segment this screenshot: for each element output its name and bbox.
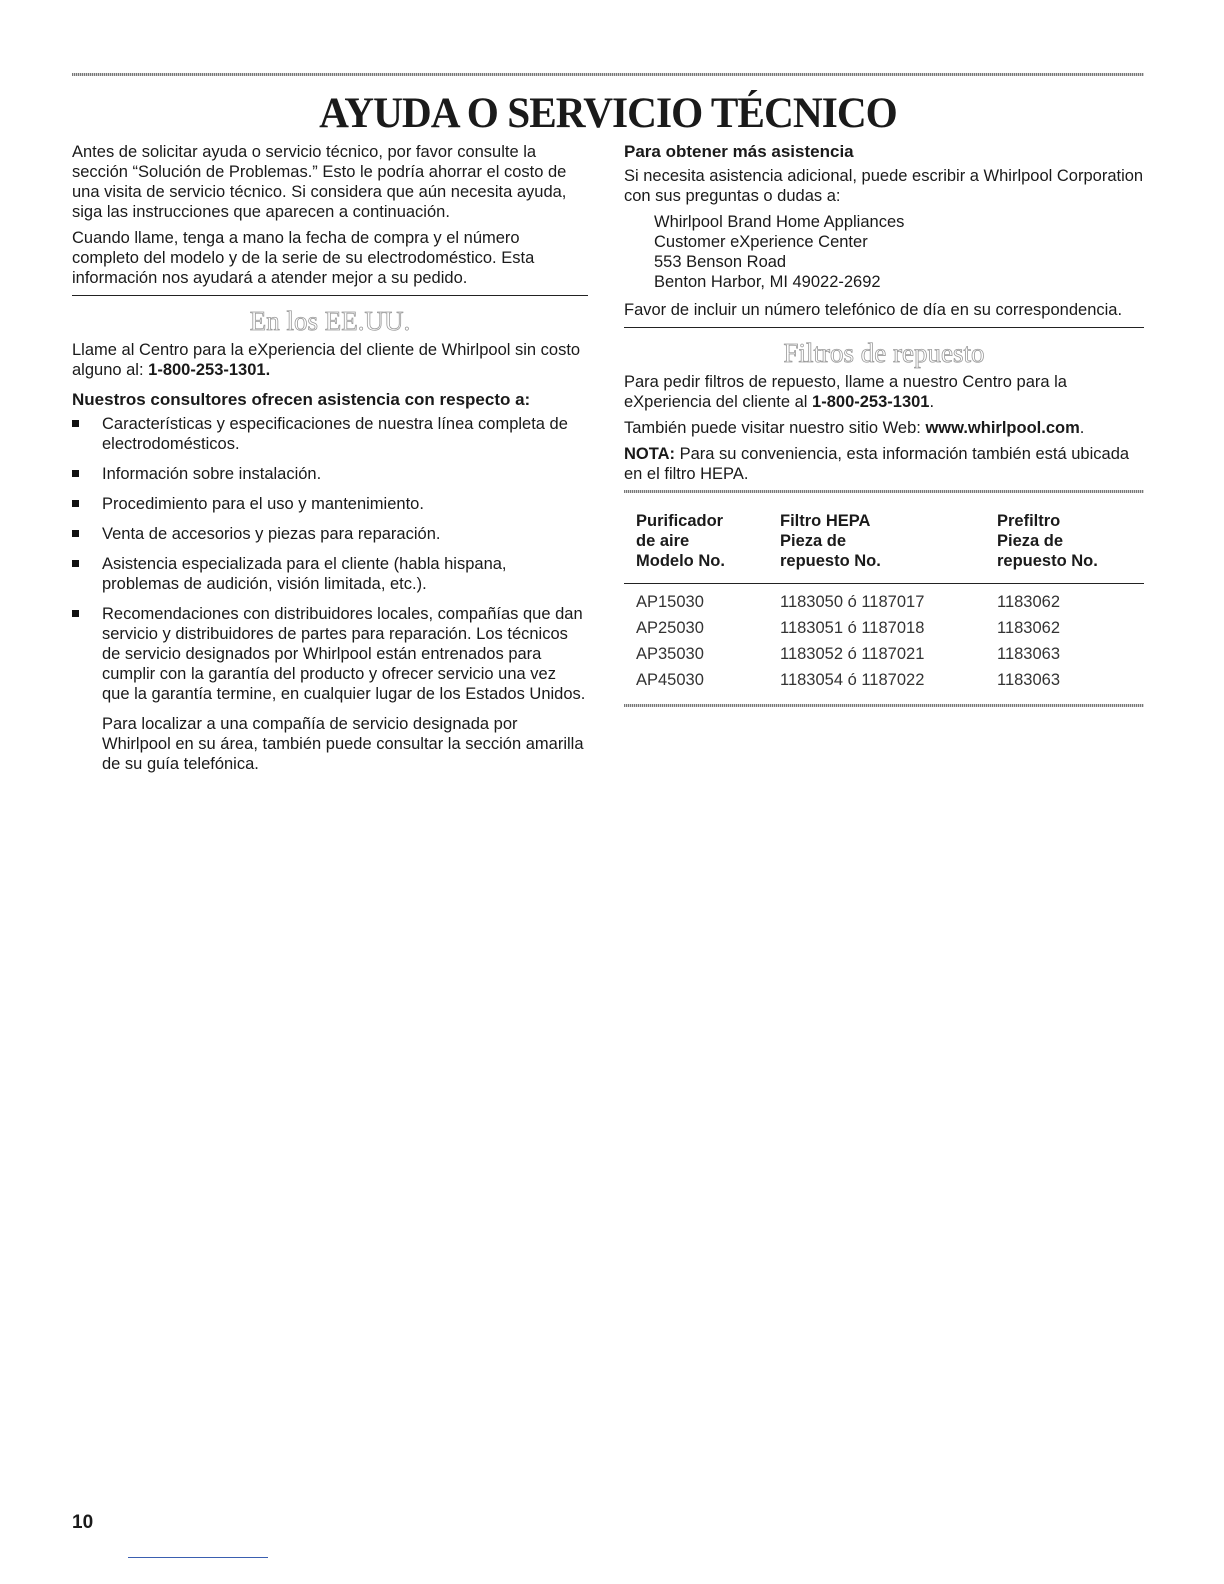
page-title: AYUDA O SERVICIO TÉCNICO: [319, 90, 897, 137]
locate-service-text: Para localizar a una compañía de servicio designada por Whirlpool en su área, también puede consultar la sección amarilla de su guía telefónica.: [102, 715, 584, 773]
list-item: [72, 554, 588, 594]
list-item-text: Procedimiento para el uso y mantenimiento.: [102, 495, 424, 513]
web-text: [624, 418, 1144, 438]
table-header-row: [624, 501, 1144, 584]
list-item-text: Recomendaciones con distribuidores locales, compañías que dan servicio y distribuidores de partes para reparación. Los técnicos de servicio designados por Whirlpool están entrenados para cumplir con la garantía del producto y ofrecer servicio una vez que la garantía termine, en cualquier lugar de los Estados Unidos.: [102, 605, 586, 703]
header-line: Modelo No.: [636, 552, 725, 570]
web-text-body: También puede visitar nuestro sitio Web:: [624, 419, 921, 437]
manual-page: [72, 60, 1144, 1560]
intro-paragraph: Antes de solicitar ayuda o servicio técnico, por favor consulte la sección “Solución de Problemas.” Esto le podría ahorrar el costo de una visita de servicio técnico. Si considera que aún necesita ayuda, siga las instrucciones que aparecen a continuación.: [72, 143, 567, 221]
list-item-text: Información sobre instalación.: [102, 465, 322, 483]
cell-hepa: 1183051 ó 1187018: [780, 619, 925, 637]
note-body: Para su conveniencia, esta información también está ubicada en el filtro HEPA.: [624, 445, 1130, 483]
list-item-text: Características y especificaciones de nuestra línea completa de electrodomésticos.: [102, 415, 568, 453]
assistance-list: [72, 414, 588, 704]
order-text-body: Para pedir filtros de repuesto, llame a nuestro Centro para la eXperiencia del cliente al: [624, 373, 1067, 411]
list-item: [72, 494, 588, 514]
assistance-text: Si necesita asistencia adicional, puede escribir a Whirlpool Corporation con sus preguntas o dudas a:: [624, 167, 1144, 205]
address-line: Benton Harbor, MI 49022-2692: [654, 273, 881, 291]
assistance-heading: Para obtener más asistencia: [624, 142, 854, 161]
footer-line: [128, 1557, 268, 1558]
header-line: Prefiltro: [997, 512, 1061, 530]
intro-paragraph: Cuando llame, tenga a mano la fecha de compra y el número completo del modelo y de la serie de su electrodoméstico. Esta información nos ayudará a atender mejor a su pedido.: [72, 229, 535, 287]
square-bullet-icon: [72, 610, 79, 617]
us-call-text: [72, 340, 588, 380]
square-bullet-icon: [72, 530, 79, 537]
header-line: Purificador: [636, 512, 724, 530]
cell-hepa: 1183050 ó 1187017: [780, 593, 925, 611]
square-bullet-icon: [72, 500, 79, 507]
call-text: Llame al Centro para la eXperiencia del cliente de Whirlpool sin costo alguno al:: [72, 341, 581, 379]
right-column: [624, 142, 1144, 707]
phone-number: 1-800-253-1301.: [148, 361, 271, 379]
list-item: [72, 464, 588, 484]
header-line: Pieza de: [780, 532, 847, 550]
table-top-rule: [624, 490, 1144, 493]
filters-heading: Filtros de repuesto: [783, 338, 985, 368]
cell-hepa: 1183052 ó 1187021: [780, 645, 925, 663]
table-row: [624, 584, 1144, 616]
address-line: Whirlpool Brand Home Appliances: [654, 213, 905, 231]
header-line: repuesto No.: [997, 552, 1098, 570]
cell-model: AP45030: [636, 671, 704, 689]
address-line: 553 Benson Road: [654, 253, 787, 271]
website-link[interactable]: www.whirlpool.com: [925, 419, 1080, 437]
header-line: de aire: [636, 532, 690, 550]
replacement-parts-table: [624, 501, 1144, 704]
cell-prefilter: 1183063: [997, 645, 1061, 663]
cell-model: AP15030: [636, 593, 704, 611]
us-section-heading: En los EE.UU.: [249, 306, 411, 336]
top-dotted-rule: [72, 73, 1144, 76]
note-label: NOTA:: [624, 445, 676, 463]
order-text-end: .: [929, 393, 935, 411]
column-header-hepa: [768, 501, 985, 584]
section-divider: [72, 295, 588, 296]
left-column: [72, 142, 588, 780]
cell-hepa: 1183054 ó 1187022: [780, 671, 925, 689]
page-number: 10: [72, 1512, 94, 1533]
list-item: [72, 524, 588, 544]
list-item: [72, 604, 588, 704]
table-row: [624, 615, 1144, 641]
cell-prefilter: 1183063: [997, 671, 1061, 689]
consultants-heading: Nuestros consultores ofrecen asistencia con respecto a:: [72, 390, 531, 409]
note-text: [624, 444, 1144, 484]
square-bullet-icon: [72, 470, 79, 477]
square-bullet-icon: [72, 420, 79, 427]
section-divider: [624, 327, 1144, 328]
mailing-address: [624, 212, 1144, 292]
cell-model: AP25030: [636, 619, 704, 637]
column-header-model: [624, 501, 768, 584]
web-text-end: .: [1079, 419, 1085, 437]
column-header-prefilter: [985, 501, 1144, 584]
order-phone: 1-800-253-1301: [812, 393, 930, 411]
header-line: repuesto No.: [780, 552, 881, 570]
table-row: [624, 667, 1144, 704]
address-line: Customer eXperience Center: [654, 233, 868, 251]
list-item-text: Asistencia especializada para el cliente (habla hispana, problemas de audición, visión limitada, etc.).: [102, 555, 507, 593]
table-bottom-rule: [624, 704, 1144, 707]
cell-prefilter: 1183062: [997, 619, 1061, 637]
list-item: [72, 414, 588, 454]
list-item-text: Venta de accesorios y piezas para reparación.: [102, 525, 441, 543]
square-bullet-icon: [72, 560, 79, 567]
header-line: Pieza de: [997, 532, 1064, 550]
header-line: Filtro HEPA: [780, 512, 871, 530]
table-row: [624, 641, 1144, 667]
cell-prefilter: 1183062: [997, 593, 1061, 611]
order-text: [624, 372, 1144, 412]
phone-note: Favor de incluir un número telefónico de día en su correspondencia.: [624, 301, 1123, 319]
cell-model: AP35030: [636, 645, 704, 663]
